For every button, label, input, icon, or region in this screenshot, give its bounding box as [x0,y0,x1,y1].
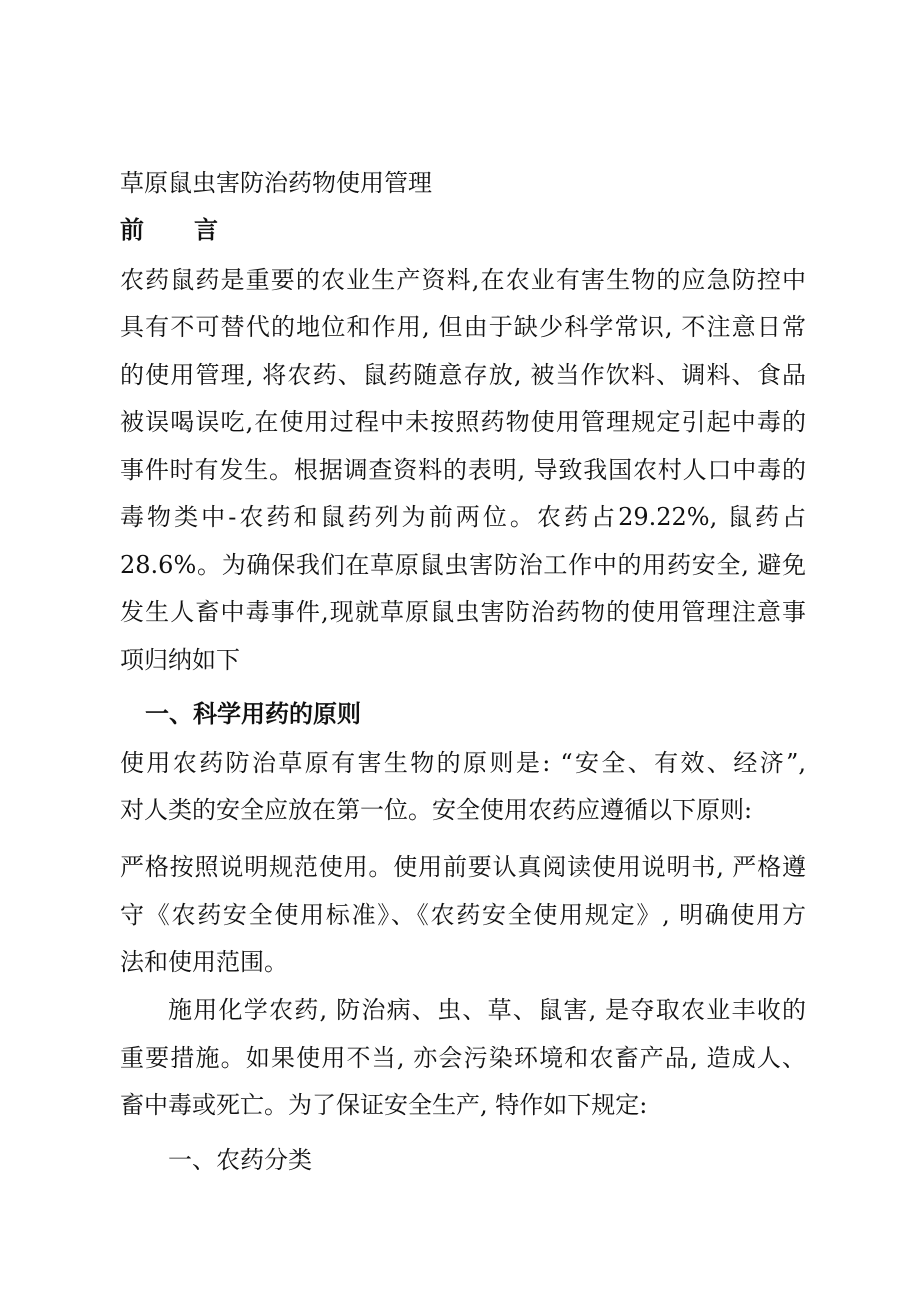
subsection-heading: 一、农药分类 [168,1146,312,1174]
text-line: 使用农药防治草原有害生物的原则是: “安全、有效、经济”, [120,749,806,777]
preface-heading-char: 言 [194,215,218,244]
text-line: 发生人畜中毒事件,现就草原鼠虫害防治药物的使用管理注意事 [120,598,806,626]
text-line: 28.6%。为确保我们在草原鼠虫害防治工作中的用药安全, 避免 [120,551,806,579]
text-line: 畜中毒或死亡。为了保证安全生产, 特作如下规定: [120,1091,648,1119]
document-title: 草原鼠虫害防治药物使用管理 [120,169,432,197]
preface-heading-char: 前 [120,215,144,244]
section-heading: 一、科学用药的原则 [145,699,361,728]
text-line: 被误喝误吃,在使用过程中未按照药物使用管理规定引起中毒的 [120,408,806,436]
text-line: 守《农药安全使用标准》、《农药安全使用规定》, 明确使用方 [120,901,806,929]
text-line: 法和使用范围。 [120,948,288,976]
text-line: 事件时有发生。根据调查资料的表明, 导致我国农村人口中毒的 [120,456,806,484]
text-line: 农药鼠药是重要的农业生产资料,在农业有害生物的应急防控中 [120,266,806,294]
text-line: 严格按照说明规范使用。使用前要认真阅读使用说明书, 严格遵 [120,853,806,881]
text-line: 重要措施。如果使用不当, 亦会污染环境和农畜产品, 造成人、 [120,1044,806,1072]
text-line: 的使用管理, 将农药、鼠药随意存放, 被当作饮料、调料、食品 [120,361,806,389]
text-line: 项归纳如下 [120,646,240,674]
preface-heading [120,215,806,245]
text-line: 对人类的安全应放在第一位。安全使用农药应遵循以下原则: [120,796,753,824]
text-line: 具有不可替代的地位和作用, 但由于缺少科学常识, 不注意日常 [120,313,806,341]
text-line: 施用化学农药, 防治病、虫、草、鼠害, 是夺取农业丰收的 [168,996,806,1024]
text-line: 毒物类中-农药和鼠药列为前两位。农药占29.22%, 鼠药占 [120,503,806,531]
